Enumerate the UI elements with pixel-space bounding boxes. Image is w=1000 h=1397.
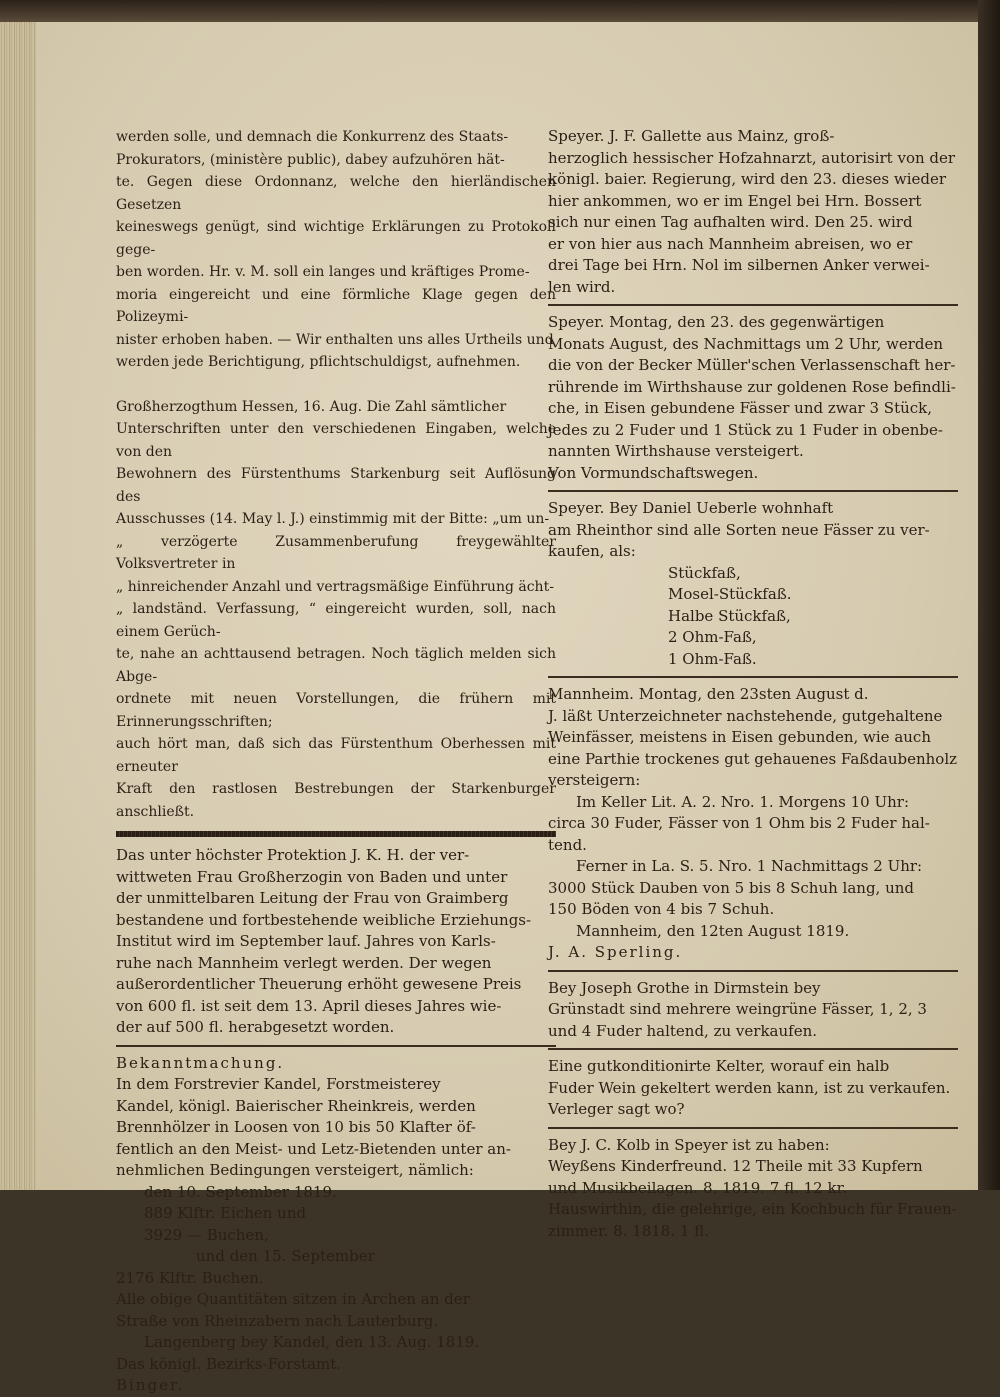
text-line: Ferner in La. S. 5. Nro. 1 Nachmittags 2 Uhr: <box>576 857 923 875</box>
ad-mueller <box>548 312 958 484</box>
text-line: fentlich an den Meist- und Letz-Bietenden unter an- <box>116 1139 511 1158</box>
article-hessen <box>116 396 556 824</box>
divider <box>548 304 958 306</box>
lot-line: 889 Klftr. Eichen und <box>144 1204 307 1222</box>
text-line: wittweten Frau Großherzogin von Baden und unter <box>116 867 508 886</box>
divider <box>116 1045 556 1047</box>
left-column <box>116 126 556 1397</box>
text-line: am Rheinthor sind alle Sorten neue Fässer zu ver- <box>548 520 930 539</box>
text-line: Bey J. C. Kolb in Speyer ist zu haben: <box>548 1135 830 1154</box>
text-line: „ hinreichender Anzahl und vertragsmäßige Einführung ächt- <box>116 578 554 595</box>
list-item: 2 Ohm-Faß, <box>668 628 757 646</box>
text-line: moria eingereicht und eine förmliche Klage gegen den Polizeymi- <box>116 286 556 325</box>
text-line: che, in Eisen gebundene Fässer und zwar 3 Stück, <box>548 399 933 417</box>
notice-bekanntmachung <box>116 1053 556 1397</box>
auction-date: und den 15. September <box>196 1247 375 1265</box>
text-line: 150 Böden von 4 bis 7 Schuh. <box>548 900 775 918</box>
divider <box>548 676 958 678</box>
text-line: kaufen, als: <box>548 542 636 560</box>
text-line: hier ankommen, wo er im Engel bei Hrn. Bossert <box>548 191 922 210</box>
text-line: der unmittelbaren Leitung der Frau von Graimberg <box>116 889 509 907</box>
divider <box>548 1048 958 1050</box>
text-line: Alle obige Quantitäten sitzen in Archen an der <box>116 1290 470 1308</box>
text-line: Straße von Rheinzabern nach Lauterburg. <box>116 1311 439 1330</box>
text-line: nehmlichen Bedingungen versteigert, nämlich: <box>116 1161 474 1179</box>
text-line: Bewohnern des Fürstenthums Starkenburg seit Auflösung des <box>116 466 556 505</box>
lot-line: 2176 Klftr. Buchen. <box>116 1268 264 1287</box>
list-item: Halbe Stückfaß, <box>668 606 791 625</box>
office-name: Das königl. Bezirks-Forstamt. <box>116 1354 342 1373</box>
text-line: Eine gutkonditionirte Kelter, worauf ein halb <box>548 1057 890 1075</box>
text-line: Mannheim, den 12ten August 1819. <box>576 921 850 940</box>
signature: Binger. <box>116 1376 185 1394</box>
text-line: Institut wird im September lauf. Jahres von Karls- <box>116 932 496 950</box>
place-date: Langenberg bey Kandel, den 13. Aug. 1819. <box>144 1333 480 1351</box>
auction-date: den 10. September 1819. <box>144 1182 337 1201</box>
text-line: Fuder Wein gekeltert werden kann, ist zu verkaufen. <box>548 1078 951 1097</box>
list-item: 1 Ohm-Faß. <box>668 649 757 668</box>
ad-ueberle <box>548 498 958 670</box>
text-line: ruhe nach Mannheim verlegt werden. Der wegen <box>116 953 492 972</box>
ad-signature: Von Vormundschaftswegen. <box>548 463 759 482</box>
text-line: der auf 500 fl. herabgesetzt worden. <box>116 1018 395 1036</box>
ad-sperling <box>548 684 958 964</box>
text-line: circa 30 Fuder, Fässer von 1 Ohm bis 2 Fuder hal- <box>548 814 930 832</box>
text-line: Weyßens Kinderfreund. 12 Theile mit 33 Kupfern <box>548 1157 923 1175</box>
article-continuation <box>116 126 556 374</box>
text-line: Prokurators, (ministère public), dabey aufzuhören hät- <box>116 151 505 168</box>
text-line: J. läßt Unterzeichneter nachstehende, gutgehaltene <box>548 706 943 725</box>
text-line: „ landständ. Verfassung, “ eingereicht wurden, soll, nach einem Gerüch- <box>116 601 556 640</box>
text-line: und 4 Fuder haltend, zu verkaufen. <box>548 1021 817 1040</box>
text-line: keineswegs genügt, sind wichtige Erklärungen zu Protokoll gege- <box>116 219 556 258</box>
text-line: Großherzogthum Hessen, 16. Aug. Die Zahl sämtlicher <box>116 398 507 415</box>
text-line: werden jede Berichtigung, pflichtschuldigst, aufnehmen. <box>116 354 521 370</box>
divider <box>548 1127 958 1129</box>
text-line: bestandene und fortbestehende weibliche Erziehungs- <box>116 910 532 929</box>
text-line: versteigern: <box>548 771 641 789</box>
ad-grothe <box>548 978 958 1043</box>
text-line: te, nahe an achttausend betragen. Noch täglich melden sich Abge- <box>116 646 556 685</box>
text-line: Bey Joseph Grothe in Dirmstein bey <box>548 978 821 997</box>
text-line: Grünstadt sind mehrere weingrüne Fässer, 1, 2, 3 <box>548 1000 927 1018</box>
text-line: ben worden. Hr. v. M. soll ein langes und kräftiges Prome- <box>116 264 530 280</box>
text-line: Kraft den rastlosen Bestrebungen der Starkenburger anschließt. <box>116 781 556 820</box>
text-line: ordnete mit neuen Vorstellungen, die frühern mit Erinnerungsschriften; <box>116 691 556 730</box>
text-line: Brennhölzer in Loosen von 10 bis 50 Klafter öf- <box>116 1118 476 1136</box>
text-line: nannten Wirthshause versteigert. <box>548 442 804 460</box>
text-line: drei Tage bei Hrn. Nol im silbernen Anker verwei- <box>548 256 930 274</box>
text-line: Hauswirthin, die gelehrige, ein Kochbuch für Frauen- <box>548 1200 957 1218</box>
text-line: zimmer. 8. 1818. 1 fl. <box>548 1221 709 1240</box>
text-line: Verleger sagt wo? <box>548 1100 685 1118</box>
text-line: Im Keller Lit. A. 2. Nro. 1. Morgens 10 Uhr: <box>576 792 910 811</box>
page-stack-edge <box>0 22 36 1190</box>
newspaper-page <box>36 22 978 1394</box>
text-line: In dem Forstrevier Kandel, Forstmeisterey <box>116 1075 441 1093</box>
text-line: Speyer. Bey Daniel Ueberle wohnhaft <box>548 499 834 517</box>
ad-kolb-books <box>548 1135 958 1243</box>
ad-signature: J. A. Sperling. <box>548 943 683 961</box>
text-line: auch hört man, daß sich das Fürstenthum Oberhessen mit erneuter <box>116 736 556 775</box>
divider <box>548 490 958 492</box>
text-line: Speyer. J. F. Gallette aus Mainz, groß- <box>548 127 835 145</box>
book-top-edge <box>0 0 1000 22</box>
notice-title: Bekanntmachung. <box>116 1053 285 1072</box>
text-line: Unterschriften unter den verschiedenen Eingaben, welche von den <box>116 421 556 460</box>
text-line: nister erhoben haben. — Wir enthalten uns alles Urtheils und <box>116 331 554 348</box>
text-line: die von der Becker Müller'schen Verlassenschaft her- <box>548 356 956 374</box>
text-line: sich nur einen Tag aufhalten wird. Den 25. wird <box>548 213 913 231</box>
text-line: herzoglich hessischer Hofzahnarzt, autorisirt von der <box>548 148 956 167</box>
text-line: len wird. <box>548 277 616 296</box>
divider <box>548 970 958 972</box>
right-column <box>548 126 958 1242</box>
book-spine <box>978 0 1000 1190</box>
ad-kelter <box>548 1056 958 1121</box>
text-line: Monats August, des Nachmittags um 2 Uhr, werden <box>548 334 944 353</box>
text-line: eine Parthie trockenes gut gehauenes Faßdaubenholz <box>548 749 958 768</box>
text-line: werden solle, und demnach die Konkurrenz des Staats- <box>116 129 509 145</box>
text-line: Ausschusses (14. May l. J.) einstimmig mit der Bitte: „um un- <box>116 511 550 527</box>
text-line: von 600 fl. ist seit dem 13. April dieses Jahres wie- <box>116 996 502 1015</box>
text-line: Weinfässer, meistens in Eisen gebunden, wie auch <box>548 728 931 746</box>
text-line: königl. baier. Regierung, wird den 23. dieses wieder <box>548 170 947 188</box>
ad-gallette <box>548 126 958 298</box>
text-line: „ verzögerte Zusammenberufung freygewählter Volksvertreter in <box>116 533 556 572</box>
text-line: und Musikbeilagen. 8. 1819. 7 fl. 12 kr. <box>548 1178 847 1197</box>
list-item: Stückfaß, <box>668 563 741 582</box>
notice-institut <box>116 845 556 1039</box>
section-divider <box>116 831 556 837</box>
text-line: außerordentlicher Theuerung erhöht gewesene Preis <box>116 975 522 993</box>
text-line: jedes zu 2 Fuder und 1 Stück zu 1 Fuder in obenbe- <box>548 420 943 439</box>
text-line: Speyer. Montag, den 23. des gegenwärtigen <box>548 313 885 331</box>
text-line: er von hier aus nach Mannheim abreisen, wo er <box>548 234 913 253</box>
text-line: rührende im Wirthshause zur goldenen Rose befindli- <box>548 377 956 396</box>
text-line: Das unter höchster Protektion J. K. H. der ver- <box>116 846 470 864</box>
text-line: 3000 Stück Dauben von 5 bis 8 Schuh lang, und <box>548 878 915 897</box>
list-item: Mosel-Stückfaß. <box>668 585 792 603</box>
lot-line: 3929 — Buchen, <box>144 1225 269 1244</box>
text-line: Kandel, königl. Baierischer Rheinkreis, werden <box>116 1096 476 1115</box>
text-line: tend. <box>548 835 587 854</box>
text-line: Mannheim. Montag, den 23sten August d. <box>548 685 869 703</box>
text-line: te. Gegen diese Ordonnanz, welche den hierländischen Gesetzen <box>116 174 556 213</box>
